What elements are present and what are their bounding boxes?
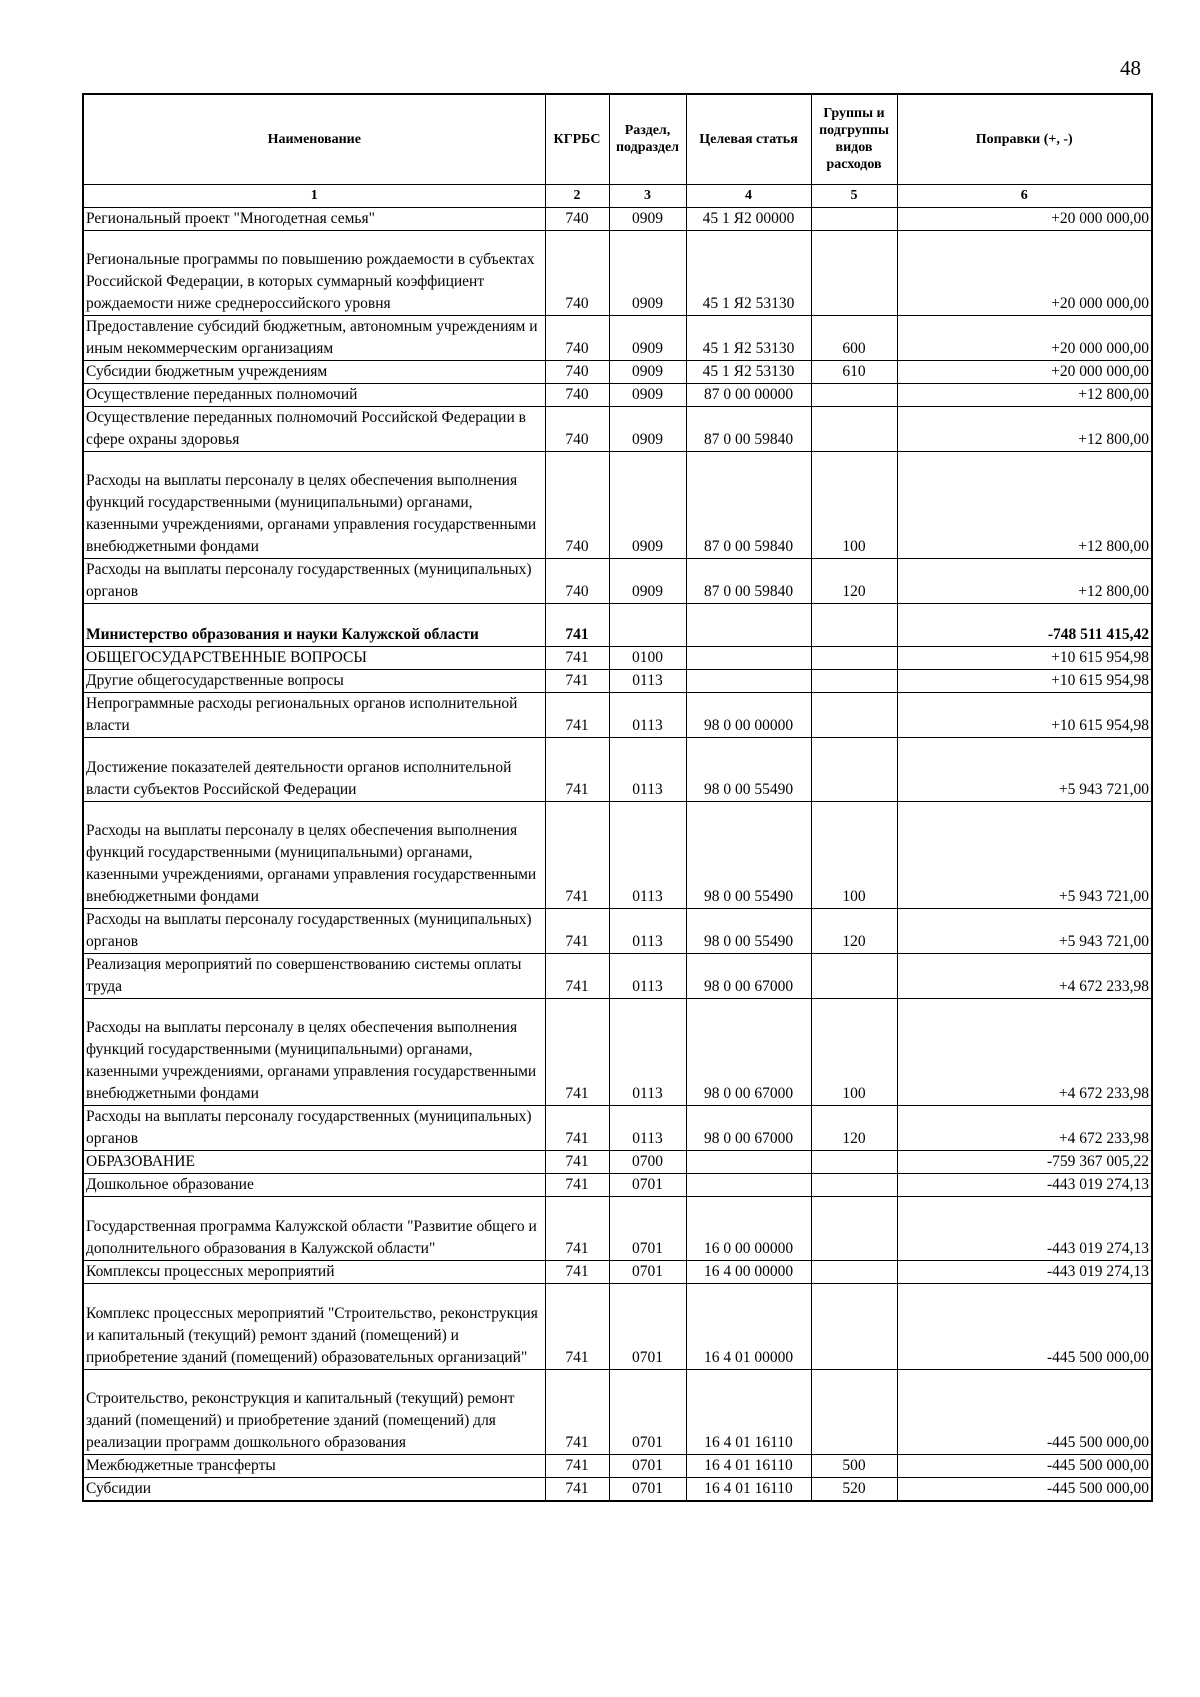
page-number: 48	[1120, 56, 1141, 80]
row-kgrbs: 741	[545, 1174, 609, 1197]
row-amount: +12 800,00	[897, 384, 1152, 407]
row-group	[811, 954, 897, 999]
row-target: 98 0 00 55490	[686, 909, 811, 954]
row-amount: +4 672 233,98	[897, 954, 1152, 999]
row-kgrbs: 741	[545, 909, 609, 954]
row-section: 0113	[609, 999, 686, 1106]
column-number: 5	[811, 184, 897, 207]
row-group: 100	[811, 452, 897, 559]
row-group	[811, 230, 897, 316]
table-row	[83, 1261, 1152, 1284]
row-name: Осуществление переданных полномочий	[83, 384, 545, 407]
row-name: Межбюджетные трансферты	[83, 1455, 545, 1478]
row-kgrbs: 740	[545, 384, 609, 407]
row-name: Дошкольное образование	[83, 1174, 545, 1197]
row-name: Региональные программы по повышению рождаемости в субъектах Российской Федерации, в которых суммарный коэффициент рождаемости ниже среднероссийского уровня	[83, 230, 545, 316]
row-kgrbs: 741	[545, 999, 609, 1106]
row-name: Строительство, реконструкция и капитальный (текущий) ремонт зданий (помещений) и приобретение зданий (помещений) для реализации программ дошкольного образования	[83, 1369, 545, 1455]
row-group	[811, 669, 897, 692]
row-name: Государственная программа Калужской области "Развитие общего и дополнительного образования в Калужской области"	[83, 1197, 545, 1261]
row-target	[686, 1151, 811, 1174]
row-section: 0909	[609, 559, 686, 604]
row-target	[686, 604, 811, 647]
row-kgrbs: 741	[545, 646, 609, 669]
row-target: 87 0 00 59840	[686, 452, 811, 559]
row-target: 16 4 01 00000	[686, 1284, 811, 1370]
table-row	[83, 1151, 1152, 1174]
row-kgrbs: 741	[545, 1151, 609, 1174]
table-row	[83, 1106, 1152, 1151]
row-kgrbs: 740	[545, 361, 609, 384]
row-group	[811, 1174, 897, 1197]
row-group	[811, 384, 897, 407]
row-section: 0113	[609, 692, 686, 737]
row-section: 0909	[609, 452, 686, 559]
header-kgrbs: КГРБС	[545, 94, 609, 184]
row-amount: -443 019 274,13	[897, 1174, 1152, 1197]
row-group	[811, 207, 897, 230]
row-target: 16 0 00 00000	[686, 1197, 811, 1261]
row-amount: +20 000 000,00	[897, 316, 1152, 361]
row-name: Расходы на выплаты персоналу в целях обеспечения выполнения функций государственными (муниципальными) органами, казенными учреждениями, органами управления государственными внебюджетными фондами	[83, 999, 545, 1106]
row-target: 98 0 00 55490	[686, 802, 811, 909]
row-amount: +20 000 000,00	[897, 361, 1152, 384]
header-groups: Группы и подгруппы видов расходов	[811, 94, 897, 184]
row-section: 0113	[609, 669, 686, 692]
table-row	[83, 646, 1152, 669]
row-target: 87 0 00 59840	[686, 559, 811, 604]
row-kgrbs: 741	[545, 1106, 609, 1151]
row-section: 0113	[609, 1106, 686, 1151]
row-amount: +12 800,00	[897, 452, 1152, 559]
table-row	[83, 737, 1152, 801]
table-row	[83, 1284, 1152, 1370]
row-group	[811, 692, 897, 737]
table-row	[83, 692, 1152, 737]
table-row	[83, 230, 1152, 316]
row-target: 98 0 00 67000	[686, 1106, 811, 1151]
row-name: Комплекс процессных мероприятий "Строительство, реконструкция и капитальный (текущий) ремонт зданий (помещений) и приобретение зданий (помещений) образовательных организаций"	[83, 1284, 545, 1370]
row-amount: +4 672 233,98	[897, 999, 1152, 1106]
row-target: 87 0 00 59840	[686, 407, 811, 452]
row-amount: +20 000 000,00	[897, 230, 1152, 316]
row-name: Осуществление переданных полномочий Российской Федерации в сфере охраны здоровья	[83, 407, 545, 452]
row-amount: +20 000 000,00	[897, 207, 1152, 230]
row-name: Достижение показателей деятельности органов исполнительной власти субъектов Российской Федерации	[83, 737, 545, 801]
row-amount: -445 500 000,00	[897, 1478, 1152, 1502]
row-amount: +10 615 954,98	[897, 646, 1152, 669]
row-kgrbs: 741	[545, 954, 609, 999]
column-number: 6	[897, 184, 1152, 207]
row-section: 0113	[609, 954, 686, 999]
row-section: 0909	[609, 384, 686, 407]
row-section: 0701	[609, 1369, 686, 1455]
row-section: 0113	[609, 909, 686, 954]
row-target	[686, 1174, 811, 1197]
row-group	[811, 1151, 897, 1174]
row-name: Расходы на выплаты персоналу государственных (муниципальных) органов	[83, 1106, 545, 1151]
column-number: 3	[609, 184, 686, 207]
row-target	[686, 669, 811, 692]
table-row	[83, 1478, 1152, 1502]
row-kgrbs: 741	[545, 802, 609, 909]
row-group: 120	[811, 909, 897, 954]
column-number: 4	[686, 184, 811, 207]
row-section: 0701	[609, 1455, 686, 1478]
row-kgrbs: 740	[545, 452, 609, 559]
row-section: 0909	[609, 407, 686, 452]
header-name: Наименование	[83, 94, 545, 184]
table-row	[83, 954, 1152, 999]
row-group: 500	[811, 1455, 897, 1478]
row-amount: +5 943 721,00	[897, 909, 1152, 954]
row-name: Реализация мероприятий по совершенствованию системы оплаты труда	[83, 954, 545, 999]
row-name: Другие общегосударственные вопросы	[83, 669, 545, 692]
table-row	[83, 384, 1152, 407]
row-target: 98 0 00 67000	[686, 954, 811, 999]
row-group: 610	[811, 361, 897, 384]
row-group: 600	[811, 316, 897, 361]
table-row	[83, 452, 1152, 559]
row-section: 0701	[609, 1284, 686, 1370]
row-kgrbs: 741	[545, 1369, 609, 1455]
row-kgrbs: 740	[545, 230, 609, 316]
row-name: Расходы на выплаты персоналу в целях обеспечения выполнения функций государственными (муниципальными) органами, казенными учреждениями, органами управления государственными внебюджетными фондами	[83, 452, 545, 559]
table-row	[83, 669, 1152, 692]
row-name: ОБЩЕГОСУДАРСТВЕННЫЕ ВОПРОСЫ	[83, 646, 545, 669]
table-row	[83, 999, 1152, 1106]
row-group	[811, 737, 897, 801]
row-section: 0909	[609, 316, 686, 361]
table-row	[83, 802, 1152, 909]
column-number-row	[83, 184, 1152, 207]
table-row	[83, 361, 1152, 384]
row-kgrbs: 740	[545, 559, 609, 604]
row-group	[811, 604, 897, 647]
row-section: 0909	[609, 230, 686, 316]
column-number: 1	[83, 184, 545, 207]
row-group	[811, 1284, 897, 1370]
row-amount: +5 943 721,00	[897, 802, 1152, 909]
row-amount: +12 800,00	[897, 407, 1152, 452]
row-amount: +12 800,00	[897, 559, 1152, 604]
row-target: 16 4 00 00000	[686, 1261, 811, 1284]
row-name: ОБРАЗОВАНИЕ	[83, 1151, 545, 1174]
row-section: 0113	[609, 802, 686, 909]
row-kgrbs: 740	[545, 207, 609, 230]
row-name: Субсидии бюджетным учреждениям	[83, 361, 545, 384]
row-group	[811, 407, 897, 452]
row-group: 100	[811, 999, 897, 1106]
row-kgrbs: 740	[545, 407, 609, 452]
table-row	[83, 559, 1152, 604]
row-group: 120	[811, 559, 897, 604]
column-number: 2	[545, 184, 609, 207]
row-kgrbs: 741	[545, 1261, 609, 1284]
row-section: 0100	[609, 646, 686, 669]
row-target: 45 1 Я2 00000	[686, 207, 811, 230]
row-section	[609, 604, 686, 647]
row-kgrbs: 740	[545, 316, 609, 361]
row-target: 98 0 00 67000	[686, 999, 811, 1106]
row-target: 16 4 01 16110	[686, 1455, 811, 1478]
row-group	[811, 1197, 897, 1261]
row-group: 520	[811, 1478, 897, 1502]
row-kgrbs: 741	[545, 1284, 609, 1370]
row-name: Субсидии	[83, 1478, 545, 1502]
table-row	[83, 316, 1152, 361]
row-name: Комплексы процессных мероприятий	[83, 1261, 545, 1284]
row-section: 0701	[609, 1174, 686, 1197]
row-name: Региональный проект "Многодетная семья"	[83, 207, 545, 230]
row-name: Расходы на выплаты персоналу государственных (муниципальных) органов	[83, 559, 545, 604]
row-kgrbs: 741	[545, 669, 609, 692]
row-target	[686, 646, 811, 669]
row-amount: +10 615 954,98	[897, 669, 1152, 692]
row-group	[811, 1369, 897, 1455]
row-amount: +5 943 721,00	[897, 737, 1152, 801]
row-amount: +10 615 954,98	[897, 692, 1152, 737]
header-target: Целевая статья	[686, 94, 811, 184]
row-kgrbs: 741	[545, 1478, 609, 1502]
row-name: Непрограммные расходы региональных органов исполнительной власти	[83, 692, 545, 737]
row-target: 45 1 Я2 53130	[686, 316, 811, 361]
row-target: 16 4 01 16110	[686, 1369, 811, 1455]
table-row	[83, 1455, 1152, 1478]
row-group: 120	[811, 1106, 897, 1151]
header-row	[83, 94, 1152, 184]
row-amount: -445 500 000,00	[897, 1369, 1152, 1455]
table-row	[83, 407, 1152, 452]
row-name: Министерство образования и науки Калужской области	[83, 604, 545, 647]
row-section: 0909	[609, 361, 686, 384]
row-kgrbs: 741	[545, 1455, 609, 1478]
table-row	[83, 207, 1152, 230]
row-kgrbs: 741	[545, 1197, 609, 1261]
row-target: 16 4 01 16110	[686, 1478, 811, 1502]
row-target: 98 0 00 55490	[686, 737, 811, 801]
row-section: 0700	[609, 1151, 686, 1174]
table-row	[83, 1174, 1152, 1197]
row-amount: +4 672 233,98	[897, 1106, 1152, 1151]
row-amount: -443 019 274,13	[897, 1261, 1152, 1284]
row-section: 0701	[609, 1197, 686, 1261]
table-body	[83, 207, 1152, 1501]
table-row	[83, 909, 1152, 954]
row-amount: -759 367 005,22	[897, 1151, 1152, 1174]
row-name: Расходы на выплаты персоналу в целях обеспечения выполнения функций государственными (муниципальными) органами, казенными учреждениями, органами управления государственными внебюджетными фондами	[83, 802, 545, 909]
row-target: 45 1 Я2 53130	[686, 230, 811, 316]
row-group: 100	[811, 802, 897, 909]
table-row	[83, 604, 1152, 647]
header-amendments: Поправки (+, -)	[897, 94, 1152, 184]
table-row	[83, 1369, 1152, 1455]
row-section: 0113	[609, 737, 686, 801]
row-amount: -443 019 274,13	[897, 1197, 1152, 1261]
row-group	[811, 646, 897, 669]
row-section: 0701	[609, 1478, 686, 1502]
row-amount: -445 500 000,00	[897, 1455, 1152, 1478]
row-name: Расходы на выплаты персоналу государственных (муниципальных) органов	[83, 909, 545, 954]
row-section: 0701	[609, 1261, 686, 1284]
row-section: 0909	[609, 207, 686, 230]
row-name: Предоставление субсидий бюджетным, автономным учреждениям и иным некоммерческим организациям	[83, 316, 545, 361]
budget-table	[82, 93, 1153, 1502]
row-target: 98 0 00 00000	[686, 692, 811, 737]
row-target: 87 0 00 00000	[686, 384, 811, 407]
header-section: Раздел, подраздел	[609, 94, 686, 184]
table-row	[83, 1197, 1152, 1261]
row-kgrbs: 741	[545, 737, 609, 801]
row-kgrbs: 741	[545, 692, 609, 737]
row-kgrbs: 741	[545, 604, 609, 647]
row-amount: -748 511 415,42	[897, 604, 1152, 647]
row-target: 45 1 Я2 53130	[686, 361, 811, 384]
row-group	[811, 1261, 897, 1284]
row-amount: -445 500 000,00	[897, 1284, 1152, 1370]
